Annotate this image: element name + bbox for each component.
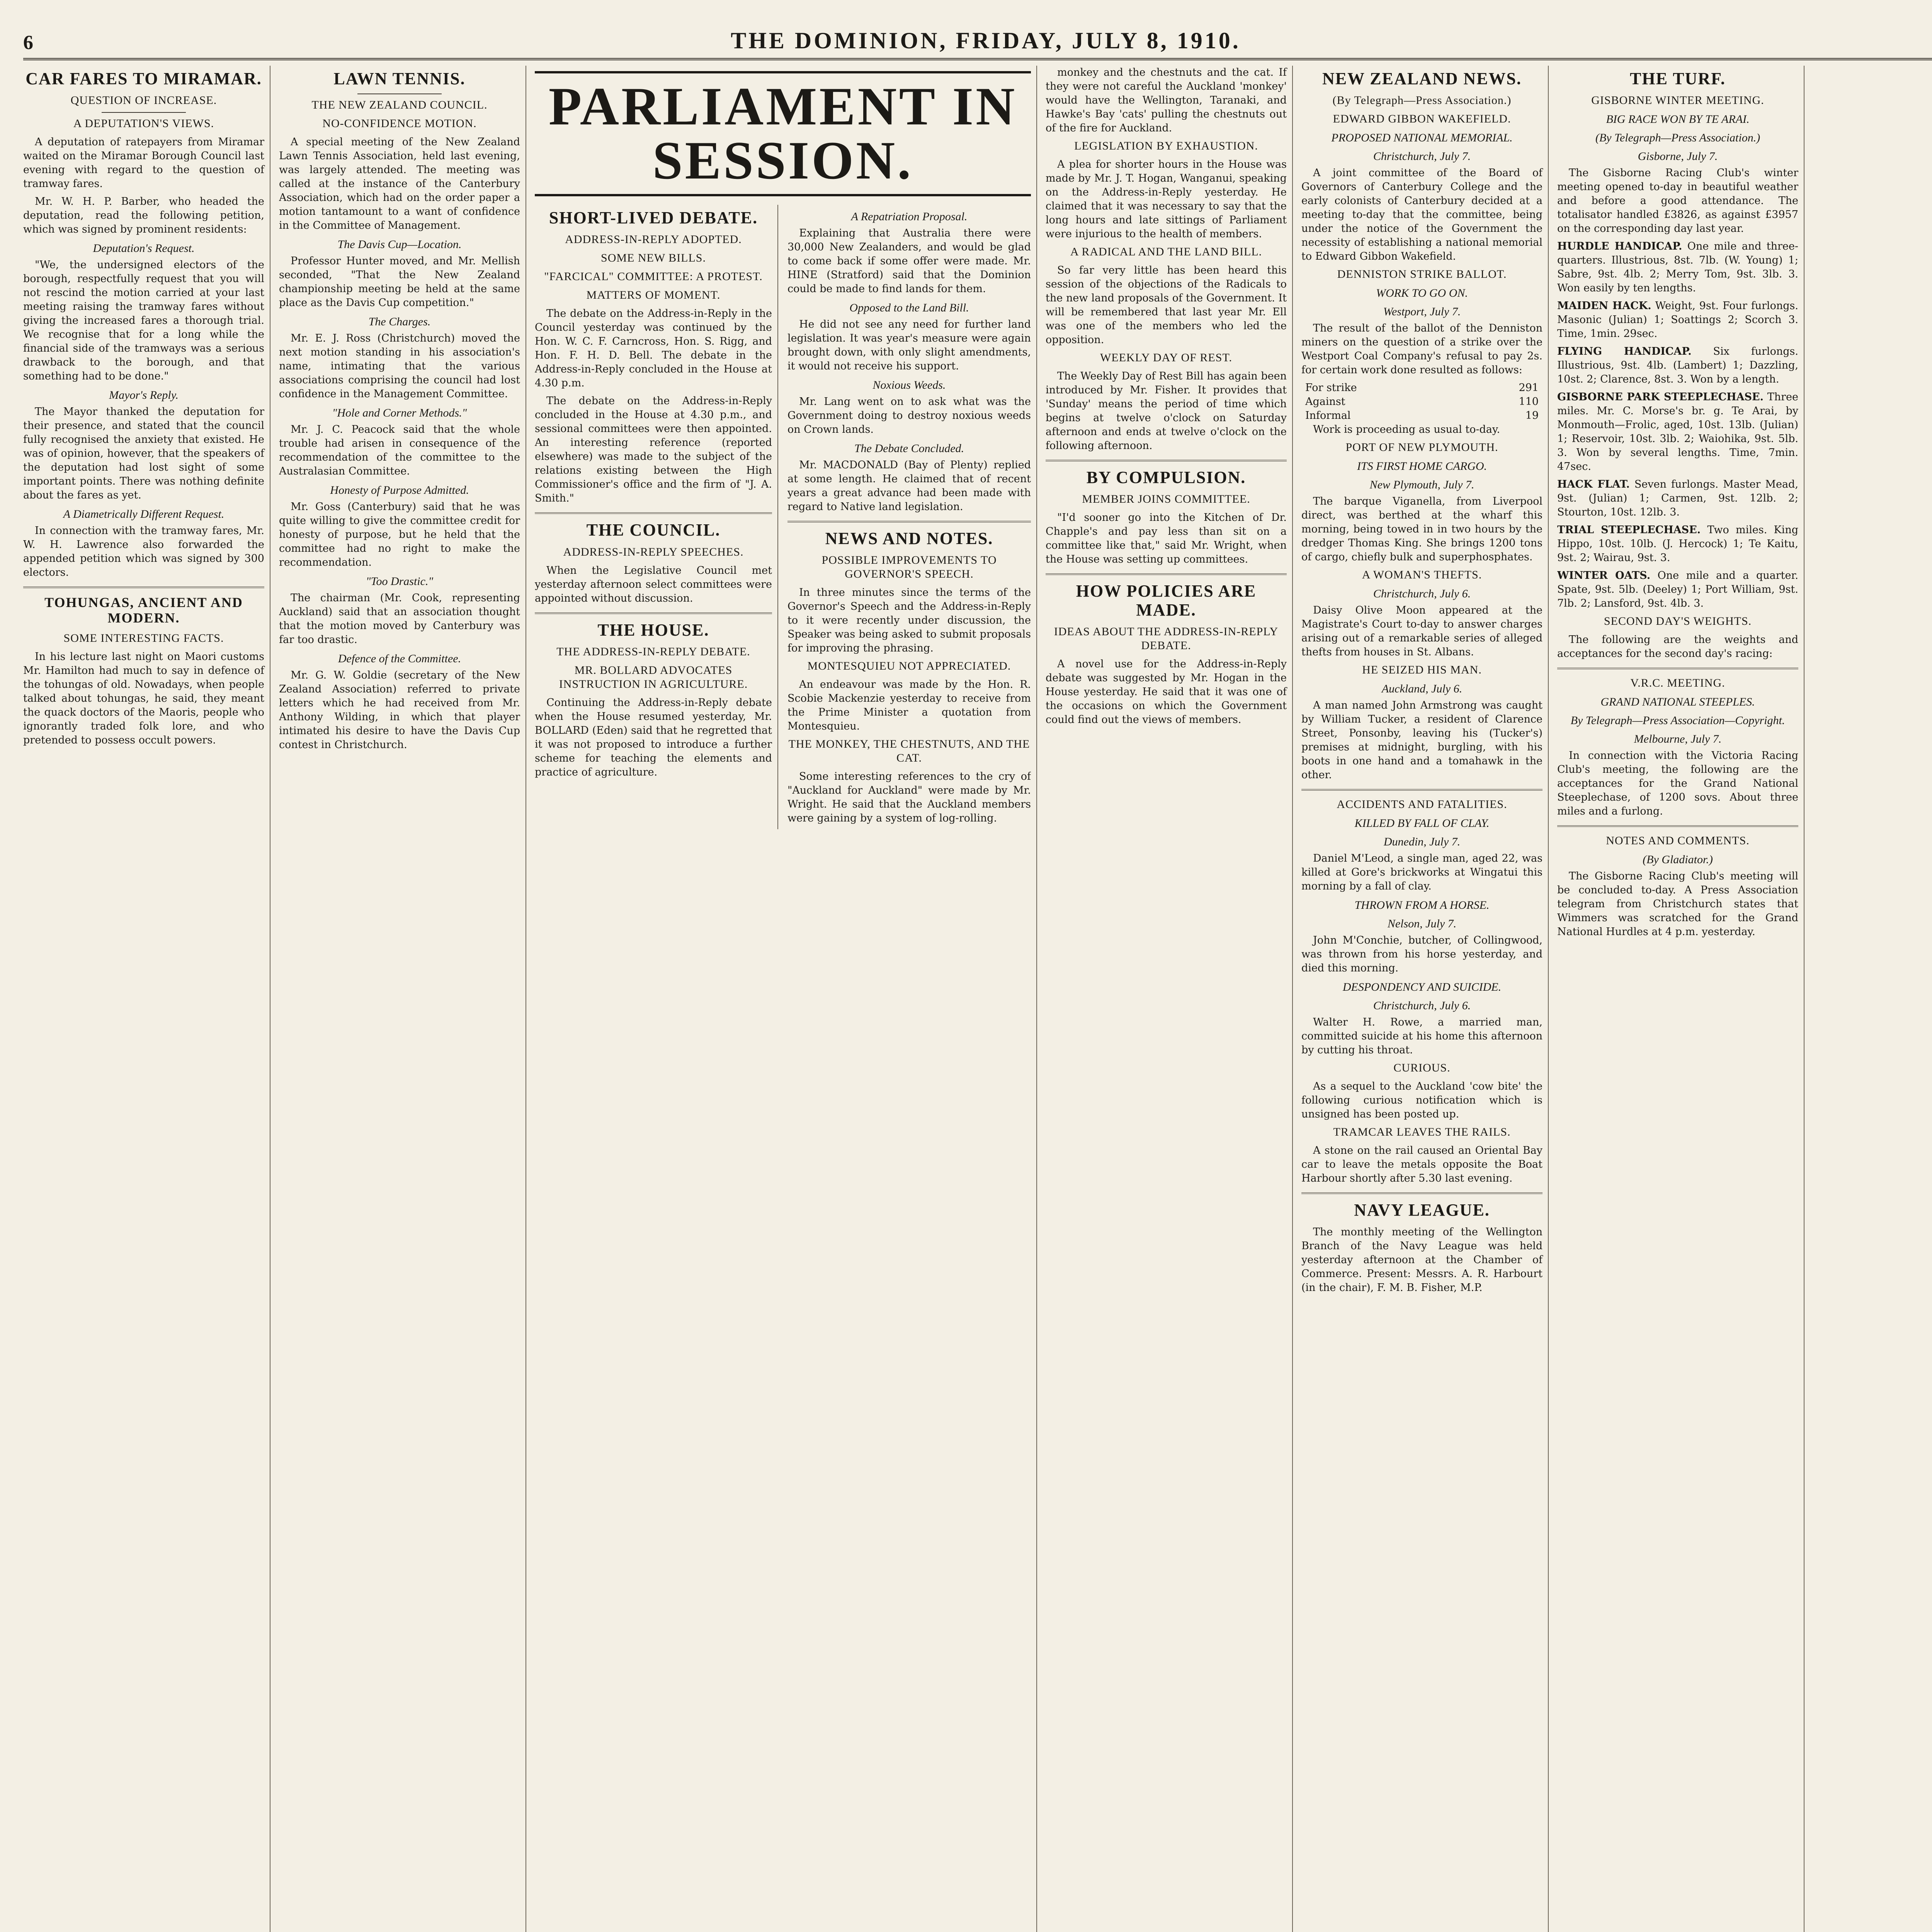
subhead: NOTES AND COMMENTS. (1606, 834, 1750, 847)
section-heading: Deputation's Request. (93, 242, 195, 255)
subhead: MATTERS OF MOMENT. (586, 289, 721, 302)
section-heading: Honesty of Purpose Admitted. (330, 484, 469, 497)
article-paragraph: The Mayor thanked the deputation for their presence, and stated that the council fully recognised the anxiety that existed. He was of opinion, however, that the speakers of the deputation had lost sight of some important points. There was nothing definite about the fares as yet. (23, 406, 264, 502)
article-paragraph: Mr. E. J. Ross (Christchurch) moved the next motion standing in his association's name, intimating that the various associations comprising the council had lost confidence in the Management Committee. (279, 332, 520, 400)
dateline: Gisborne, July 7. (1638, 150, 1718, 163)
subhead: SOME NEW BILLS. (601, 252, 706, 265)
article-paragraph: Walter H. Rowe, a married man, committed suicide at his home this afternoon by cutting his throat. (1301, 1016, 1543, 1056)
subhead: POSSIBLE IMPROVEMENTS TO GOVERNOR'S SPEECH. (821, 554, 997, 581)
ballot-row: For strike 291 (1305, 382, 1539, 394)
ballot-results (1301, 381, 1543, 423)
section-heading: "Too Drastic." (366, 575, 434, 588)
parliament-right (787, 205, 1031, 829)
parliament-banner: PARLIAMENT IN SESSION. (535, 71, 1031, 196)
subhead: V.R.C. MEETING. (1630, 677, 1725, 690)
headline-nz-news: NEW ZEALAND NEWS. (1322, 69, 1522, 88)
article-paragraph: A man named John Armstrong was caught by William Tucker, a resident of Clarence Street, Ponsonby, leaving his (Tucker's) premises at midnight, burgling, with his boots in one hand and a tomahawk in the other. (1301, 699, 1543, 781)
headline-compulsion: BY COMPULSION. (1086, 468, 1246, 487)
article-paragraph: A deputation of ratepayers from Miramar waited on the Miramar Borough Council last evening with regard to the question of tramway fares. (23, 136, 264, 190)
article-paragraph: Mr. G. W. Goldie (secretary of the New Zealand Association) referred to private letters which he had received from Mr. Anthony Wilding, in which that player intimated his desire to have the Davis Cup contest in Christchurch. (279, 669, 520, 751)
section-heading: GRAND NATIONAL STEEPLES. (1600, 696, 1755, 709)
subhead-no-confidence: NO-CONFIDENCE MOTION. (322, 117, 477, 130)
dateline: Westport, July 7. (1383, 305, 1461, 318)
subhead: CURIOUS. (1393, 1061, 1451, 1075)
race-result: TRIAL STEEPLECHASE. Two miles. King Hippo, 10st. 10lb. (J. Hercock) 1; Te Kaitu, 9st. 2; Wairau, 9st. 3. (1557, 524, 1798, 564)
article-paragraph: The Weekly Day of Rest Bill has again been introduced by Mr. Fisher. It provides that 'Sunday' means the period of time which begins at twelve o'clock on Saturday afternoon and ends at twelve o'clock on the following afternoon. (1046, 370, 1287, 452)
dateline: Christchurch, July 7. (1373, 150, 1471, 163)
byline: (By Telegraph—Press Association.) (1332, 94, 1512, 107)
article-paragraph: The debate on the Address-in-Reply in the Council yesterday was continued by the Hon. W. C. F. Carncross, Hon. S. Rigg, and Hon. F. H. D. Bell. The debate in the Address-in-Reply concluded in the House at 4.30 p.m. (535, 308, 772, 389)
section-heading: The Charges. (368, 315, 431, 328)
headline-council: THE COUNCIL. (586, 520, 721, 540)
article-paragraph: The following are the weights and acceptances for the second day's racing: (1557, 634, 1798, 660)
subhead: DENNISTON STRIKE BALLOT. (1337, 268, 1507, 281)
article-paragraph: The debate on the Address-in-Reply concluded in the House at 4.30 p.m., and sessional committees were then appointed. An interesting reference (reported elsewhere) was made to the subject of the relations existing between the High Commissioner's office and the firm of "J. A. Smith." (535, 395, 772, 505)
byline: (By Telegraph—Press Association.) (1595, 131, 1760, 145)
article-paragraph: He did not see any need for further land legislation. It was year's measure were again brought down, with only slight amendments, it would not receive his support. (787, 318, 1031, 372)
masthead-title: THE DOMINION, FRIDAY, JULY 8, 1910. (731, 28, 1241, 53)
article-paragraph: A joint committee of the Board of Governors of Canterbury College and the early colonists of Canterbury decided at a meeting to-day that the committee, being under the notice of the Government the necessity of establishing a national memorial to Edward Gibbon Wakefield. (1301, 167, 1543, 263)
subhead: "FARCICAL" COMMITTEE: A PROTEST. (544, 270, 763, 283)
article-paragraph: "We, the undersigned electors of the borough, respectfully request that you will not rescind the motion carried at your last meeting raising the tramway fares without giving the increased fares a thorough trial. We recognise that for a long while the financial side of the tramways was a serious drawback to the borough, and that something had to be done." (23, 259, 264, 383)
article-paragraph: Work is proceeding as usual to-day. (1313, 423, 1500, 436)
article-paragraph: Daisy Olive Moon appeared at the Magistrate's Court to-day to answer charges arising out of a remarkable series of alleged thefts from houses in St. Albans. (1301, 604, 1543, 658)
headline-car-fares: CAR FARES TO MIRAMAR. (26, 69, 262, 88)
column-5 (1301, 66, 1549, 1932)
headline-news-notes: NEWS AND NOTES. (825, 529, 993, 548)
ballot-row: Against 110 (1305, 396, 1539, 408)
parliament-left (535, 205, 778, 829)
byline: By Telegraph—Press Association—Copyright. (1570, 714, 1785, 727)
subhead: THE MONKEY, THE CHESTNUTS, AND THE CAT. (788, 738, 1030, 765)
article-paragraph: monkey and the chestnuts and the cat. If they were not careful the Auckland 'monkey' would have the Wellington, Taranaki, and Hawke's Bay 'cats' pulling the chestnuts out of the fire for Auckland. (1046, 66, 1287, 134)
subhead: ADDRESS-IN-REPLY ADOPTED. (565, 233, 742, 246)
article-paragraph: Mr. Goss (Canterbury) said that he was quite willing to give the committee credit for honesty of purpose, but he held that the committee had no right to make the recommendation. (279, 501, 520, 569)
article-paragraph: John M'Conchie, butcher, of Collingwood, was thrown from his horse yesterday, and died this morning. (1301, 934, 1543, 975)
article-paragraph: When the Legislative Council met yesterday afternoon select committees were appointed without discussion. (535, 564, 772, 604)
article-paragraph: The result of the ballot of the Denniston miners on the question of a strike over the Westport Coal Company's refusal to pay 2s. for certain work done resulted as follows: (1301, 322, 1543, 376)
subhead-deputation: A DEPUTATION'S VIEWS. (73, 117, 214, 130)
subhead: MR. BOLLARD ADVOCATES INSTRUCTION IN AGRICULTURE. (559, 664, 748, 691)
subhead: MONTESQUIEU NOT APPRECIATED. (807, 660, 1011, 673)
column-1 (23, 66, 270, 1932)
subhead: EDWARD GIBBON WAKEFIELD. (1333, 112, 1511, 126)
race-result: FLYING HANDICAP. Six furlongs. Illustrious, 9st. 4lb. (Lambert) 1; Dazzling, 10st. 2; Clarence, 8st. 3. Won by a length. (1557, 345, 1798, 386)
race-result: MAIDEN HACK. Weight, 9st. Four furlongs. Masonic (Julian) 1; Soattings 2; Scorch 3. Time, 1min. 29sec. (1557, 300, 1798, 340)
section-heading: BIG RACE WON BY TE ARAI. (1606, 113, 1750, 126)
article-paragraph: Mr. MACDONALD (Bay of Plenty) replied at some length. He claimed that of recent years a great advance had been made with regard to Native land legislation. (787, 459, 1031, 513)
column-4 (1046, 66, 1293, 1932)
headline-house: THE HOUSE. (597, 620, 709, 639)
section-heading: A Diametrically Different Request. (63, 508, 224, 521)
subhead: HE SEIZED HIS MAN. (1362, 663, 1482, 677)
dateline: Auckland, July 6. (1381, 682, 1463, 696)
article-paragraph: Mr. Lang went on to ask what was the Government doing to destroy noxious weeds on Crown lands. (787, 396, 1031, 435)
article-paragraph: "I'd sooner go into the Kitchen of Dr. Chapple's and pay less than sit on a committee like that," said Mr. Wright, when the House was setting up committees. (1046, 512, 1287, 566)
dateline: Christchurch, July 6. (1373, 587, 1471, 600)
race-result: HACK FLAT. Seven furlongs. Master Mead, 9st. (Julian) 1; Carmen, 9st. 12lb. 2; Stourton, 10st. 12lb. 3. (1557, 478, 1799, 519)
subhead: A RADICAL AND THE LAND BILL. (1070, 245, 1262, 258)
article-paragraph: In his lecture last night on Maori customs Mr. Hamilton had much to say in defence of the tohungas of old. Nowadays, when people talked about tohungas, he said, they meant the quack doctors of the Maoris, people who ignorantly traded folk lore, and who pretended to possess occult powers. (23, 650, 264, 746)
ballot-row: Informal 19 (1305, 410, 1539, 422)
dateline: New Plymouth, July 7. (1369, 478, 1475, 492)
article-paragraph: A plea for shorter hours in the House was made by Mr. J. T. Hogan, Wanganui, speaking on the Address-in-Reply yesterday. He claimed that it was necessary to say that the long hours and late sittings of Parliament were injurious to the health of members. (1046, 158, 1287, 240)
article-paragraph: The barque Viganella, from Liverpool direct, was berthed at the wharf this morning, being towed in in two hours by the dredger Thomas King. She brings 1200 tons of cargo, chiefly bulk and superphosphates. (1301, 495, 1543, 563)
section-heading: "Hole and Corner Methods." (332, 406, 467, 420)
section-heading: KILLED BY FALL OF CLAY. (1354, 817, 1490, 830)
race-result: WINTER OATS. One mile and a quarter. Spate, 9st. 5lb. (Deeley) 1; Port William, 9st. 7lb. 2; Lansford, 9st. 4lb. 3. (1557, 570, 1798, 610)
section-heading: THROWN FROM A HORSE. (1354, 899, 1490, 912)
section-heading: ITS FIRST HOME CARGO. (1357, 460, 1487, 473)
section-heading: The Debate Concluded. (854, 442, 964, 455)
section-heading: WORK TO GO ON. (1376, 287, 1468, 300)
headline-short-lived: SHORT-LIVED DEBATE. (549, 208, 758, 227)
subhead: THE ADDRESS-IN-REPLY DEBATE. (556, 645, 750, 658)
section-heading: The Davis Cup—Location. (337, 238, 462, 251)
subhead: A WOMAN'S THEFTS. (1362, 568, 1482, 582)
column-7 (1813, 66, 1932, 1932)
article-paragraph: Mr. J. C. Peacock said that the whole trouble had arisen in consequence of the recommendation of the committee to the Australasian Committee. (279, 423, 520, 478)
article-paragraph: So far very little has been heard this session of the objections of the Radicals to the new land proposals of the Government. It will be remembered that last year Mr. Ell was one of the members who led the opposition. (1046, 264, 1287, 346)
article-paragraph: Explaining that Australia there were 30,000 New Zealanders, and would be glad to come back if some offer were made. Mr. HINE (Stratford) said that the Dominion could be made to find lands for them. (787, 227, 1031, 295)
headline-turf: THE TURF. (1630, 69, 1726, 88)
article-paragraph: An endeavour was made by the Hon. R. Scobie Mackenzie yesterday to receive from the Prime Minister a quotation from Montesquieu. (787, 679, 1031, 733)
byline: (By Gladiator.) (1643, 853, 1713, 866)
article-paragraph: A novel use for the Address-in-Reply debate was suggested by Mr. Hogan in the House yesterday. He said that it was one of the occasions on which the Government could find out the views of members. (1046, 658, 1287, 726)
subhead: SECOND DAY'S WEIGHTS. (1604, 615, 1752, 628)
section-heading: Defence of the Committee. (338, 652, 461, 665)
subhead-council: THE NEW ZEALAND COUNCIL. (311, 99, 488, 112)
article-paragraph: A stone on the rail caused an Oriental Bay car to leave the metals opposite the Boat Harbour shortly after 5.30 last evening. (1301, 1145, 1543, 1185)
section-heading: Opposed to the Land Bill. (849, 301, 969, 314)
masthead (23, 15, 1932, 60)
section-heading: A Repatriation Proposal. (851, 210, 968, 223)
race-result: HURDLE HANDICAP. One mile and three-quarters. Illustrious, 8st. 7lb. (W. Young) 1; Sabre, 9st. 4lb. 2; Merry Tom, 9st. 3lb. 3. Won easily by ten lengths. (1557, 240, 1798, 294)
subhead: LEGISLATION BY EXHAUSTION. (1074, 139, 1258, 152)
race-result: GISBORNE PARK STEEPLECHASE. Three miles. Mr. C. Morse's br. g. Te Arai, by Monmouth—Frolic, aged, 10st. 13lb. (Julian) 1; Reservoir, 10st. 3lb. 2; Waiohika, 9st. 5lb. 3. Won by several lengths. Time, 7min. 47sec. (1557, 391, 1798, 473)
subhead: PORT OF NEW PLYMOUTH. (1345, 441, 1498, 454)
column-turf (1557, 66, 1804, 1932)
article-paragraph: Continuing the Address-in-Reply debate when the House resumed yesterday, Mr. BOLLARD (Eden) said that he regretted that it was not proposed to introduce a further scheme for teaching the elements and practice of agriculture. (535, 697, 772, 779)
headline-lawn-tennis: LAWN TENNIS. (333, 69, 466, 88)
subhead: WEEKLY DAY OF REST. (1100, 351, 1233, 364)
section-heading: DESPONDENCY AND SUICIDE. (1342, 981, 1502, 994)
article-paragraph: The Gisborne Racing Club's meeting will be concluded to-day. A Press Association telegram from Christchurch states that Wimmers was scratched for the Grand National Hurdles at 4 p.m. yesterday. (1557, 870, 1798, 938)
subhead: GISBORNE WINTER MEETING. (1591, 94, 1764, 107)
headline-navy-league: NAVY LEAGUE. (1354, 1201, 1490, 1220)
section-heading: PROPOSED NATIONAL MEMORIAL. (1331, 131, 1513, 145)
article-paragraph: A special meeting of the New Zealand Lawn Tennis Association, held last evening, was largely attended. The meeting was called at the instance of the Canterbury Association, which had on the order paper a motion tantamount to a want of confidence in the Committee of Management. (279, 136, 520, 232)
article-paragraph: Daniel M'Leod, a single man, aged 22, was killed at Gore's brickworks at Wingatui this morning by a fall of clay. (1301, 852, 1543, 893)
subhead-facts: SOME INTERESTING FACTS. (63, 631, 224, 645)
article-paragraph: Some interesting references to the cry of "Auckland for Auckland" were made by Mr. Wright. He said that the Auckland members were gaining by a system of log-rolling. (787, 770, 1031, 825)
article-paragraph: The Gisborne Racing Club's winter meeting opened to-day in beautiful weather and before a good attendance. The totalisator handled £3826, as against £3957 on the corresponding day last year. (1557, 167, 1798, 235)
article-paragraph: As a sequel to the Auckland 'cow bite' the following curious notification which is unsigned has been posted up. (1301, 1080, 1543, 1121)
subhead: IDEAS ABOUT THE ADDRESS-IN-REPLY DEBATE. (1054, 625, 1279, 652)
subhead: MEMBER JOINS COMMITTEE. (1082, 493, 1250, 506)
dateline: Melbourne, July 7. (1634, 733, 1722, 746)
headline-tohungas: TOHUNGAS, ANCIENT AND MODERN. (44, 595, 243, 626)
headline-policies: HOW POLICIES ARE MADE. (1076, 582, 1257, 619)
dateline: Dunedin, July 7. (1383, 835, 1461, 849)
subhead: TRAMCAR LEAVES THE RAILS. (1333, 1126, 1511, 1139)
section-heading: Noxious Weeds. (872, 379, 946, 391)
article-paragraph: Mr. W. H. P. Barber, who headed the deputation, read the following petition, which was signed by prominent residents: (23, 196, 264, 236)
subhead: ACCIDENTS AND FATALITIES. (1337, 798, 1507, 811)
column-2 (279, 66, 526, 1932)
article-paragraph: In three minutes since the terms of the Governor's Speech and the Address-in-Reply to it were recently under discussion, the Speaker was being asked to submit proposals for improving the phrasing. (787, 587, 1031, 655)
subhead: ADDRESS-IN-REPLY SPEECHES. (563, 545, 744, 558)
column-parliament (535, 66, 1037, 1932)
article-paragraph: The monthly meeting of the Wellington Branch of the Navy League was held yesterday afternoon at the Chamber of Commerce. Present: Messrs. A. R. Harbourt (in the chair), F. M. B. Fisher, M.P. (1301, 1226, 1543, 1294)
article-paragraph: Professor Hunter moved, and Mr. Mellish seconded, "That the New Zealand championship meeting be held at the same place as the Davis Cup competition." (279, 255, 520, 309)
article-paragraph: The chairman (Mr. Cook, representing Auckland) said that an association thought that the motion moved by Canterbury was far too drastic. (279, 592, 520, 646)
page-number: 6 (23, 32, 33, 54)
section-heading: Mayor's Reply. (109, 389, 179, 402)
article-paragraph: In connection with the tramway fares, Mr. W. H. Lawrence also forwarded the appended petition which was signed by 300 electors. (23, 525, 264, 579)
dateline: Christchurch, July 6. (1373, 999, 1471, 1012)
subhead-fares: QUESTION OF INCREASE. (70, 94, 217, 107)
dateline: Nelson, July 7. (1387, 917, 1457, 930)
article-paragraph: In connection with the Victoria Racing Club's meeting, the following are the acceptances for the Grand National Steeplechase, of 1200 sovs. About three miles and a furlong. (1557, 750, 1798, 818)
